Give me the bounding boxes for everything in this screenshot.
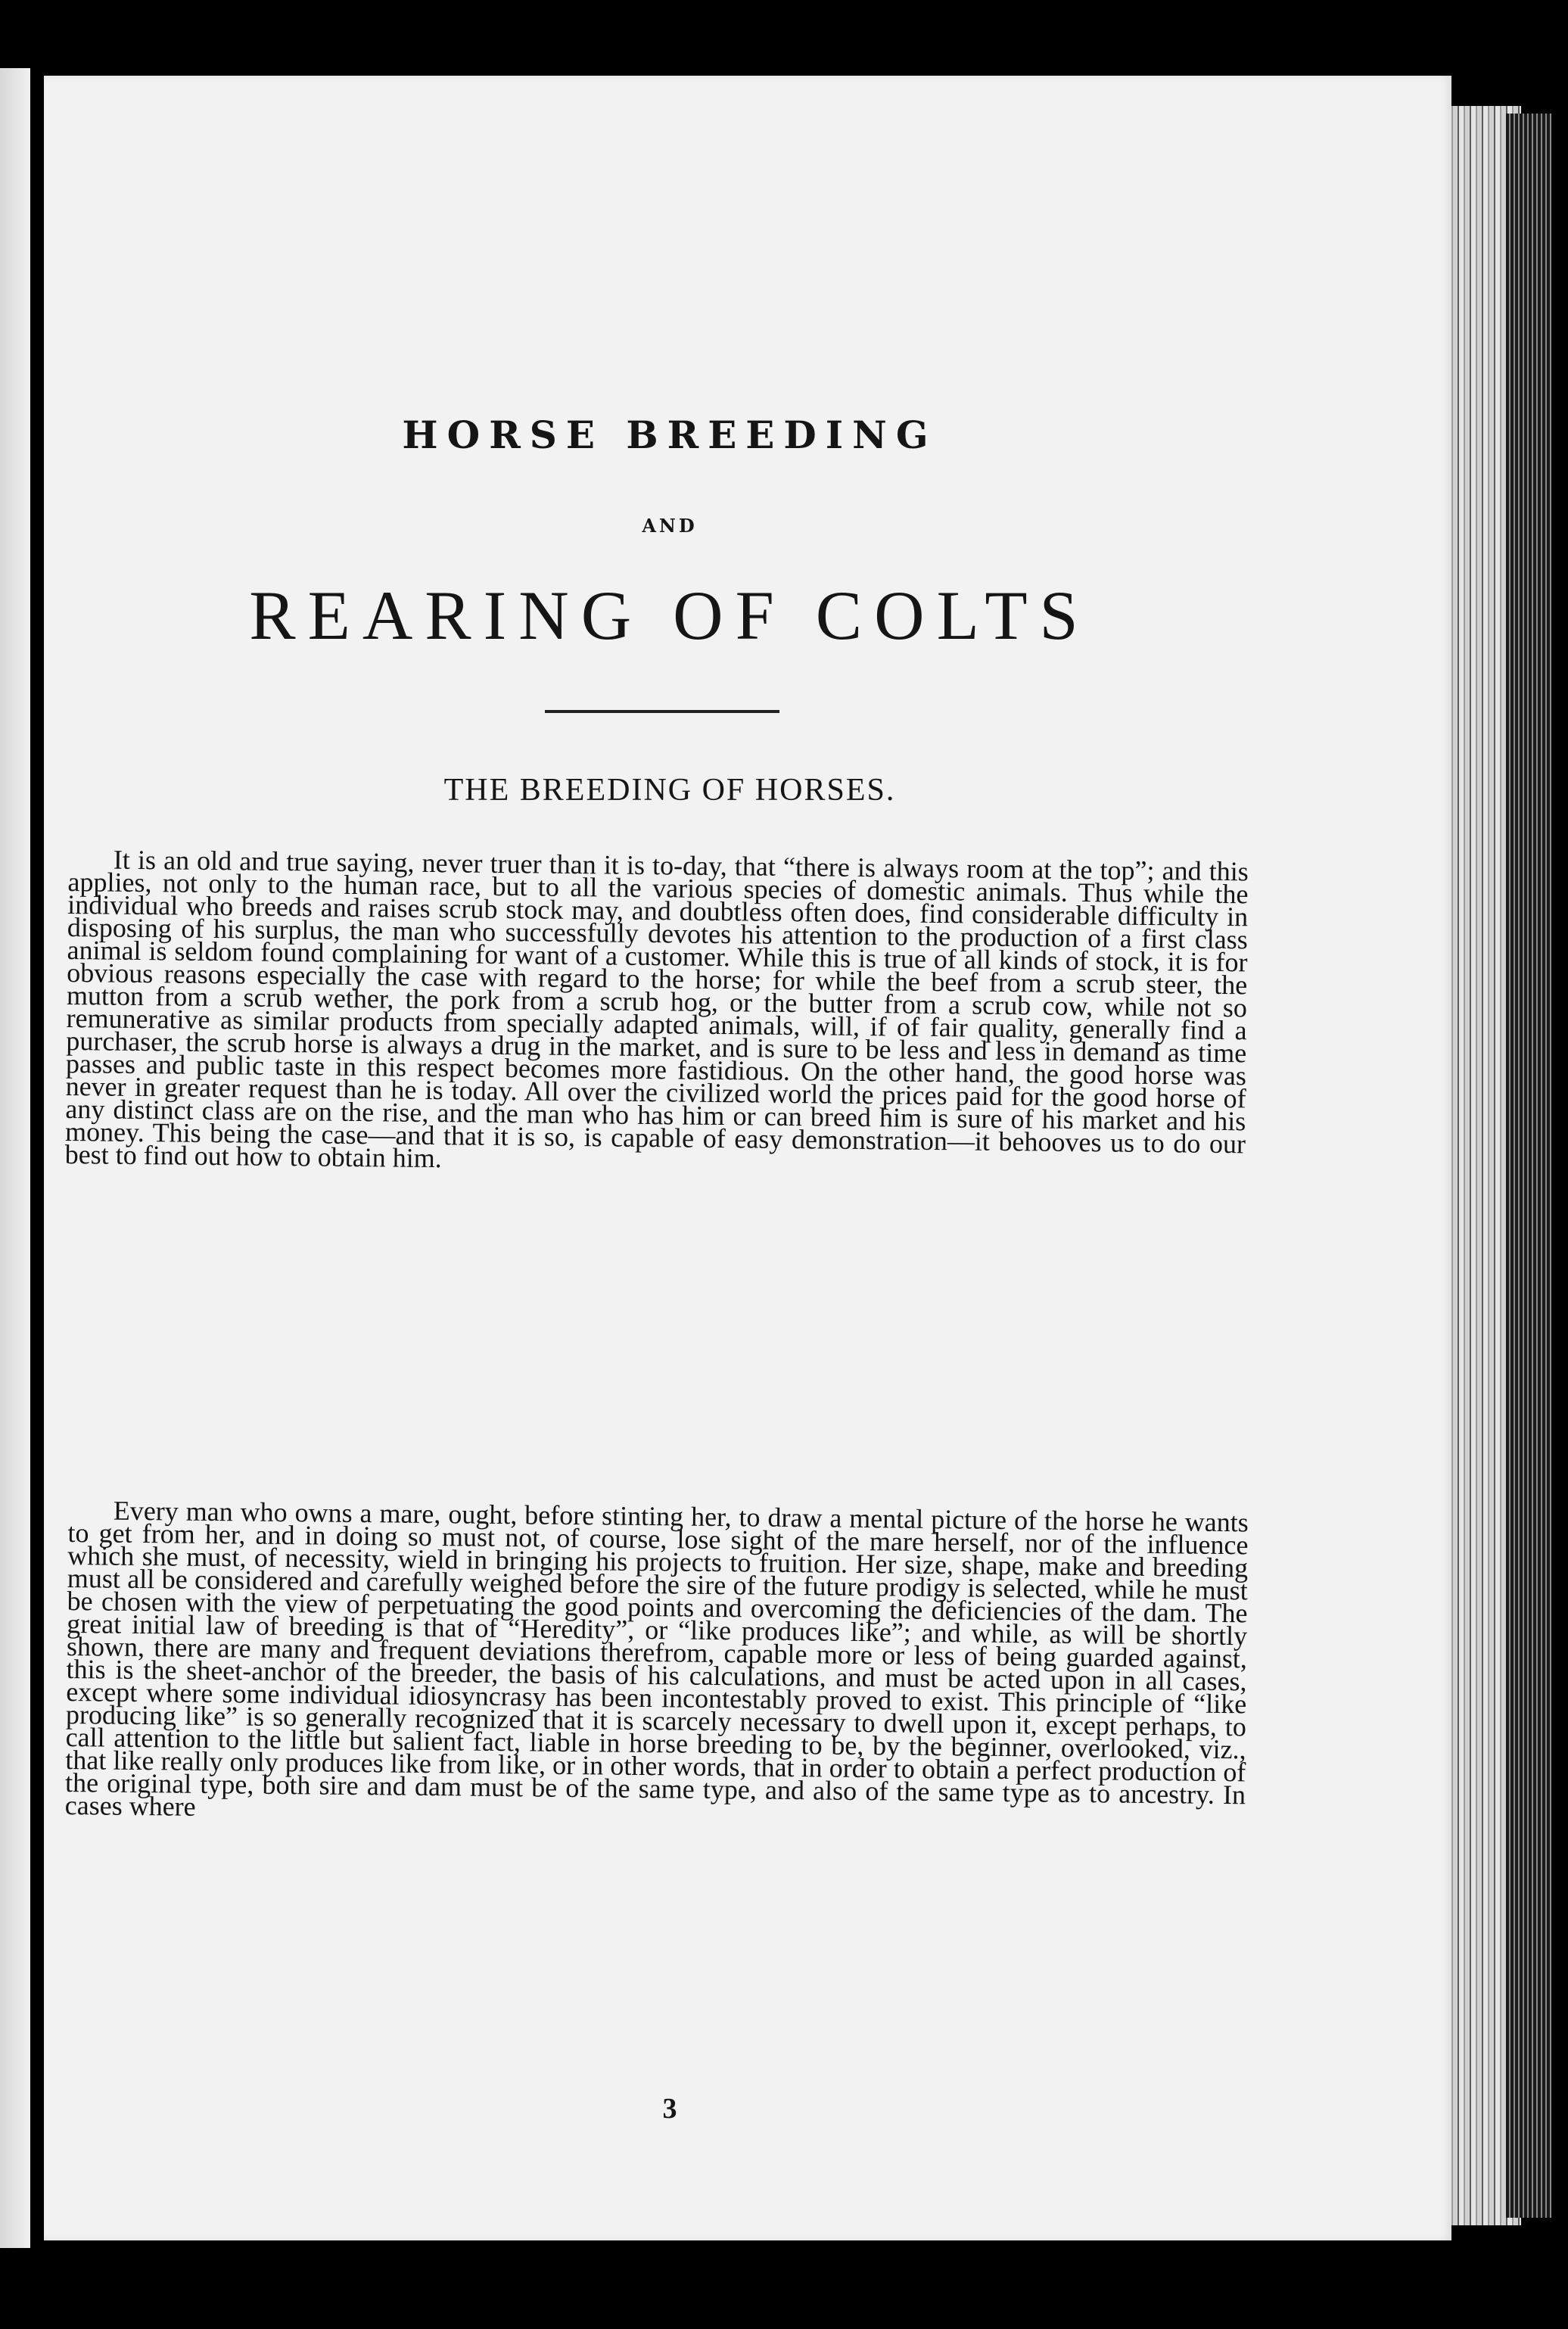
book-title-line-2: REARING OF COLTS [249,577,1090,654]
book-page [44,76,1451,2240]
body-paragraph-1 [64,844,1249,1178]
book-title-line-1: HORSE BREEDING [402,413,938,457]
body-paragraph-2 [64,1495,1249,1829]
section-heading: THE BREEDING OF HORSES. [443,773,896,808]
paragraph-text: It is an old and true saying, never truer than it is to-day, that “there is always room at the top”; and this applies, not only to the human race, but to all the various species of domestic animals. Thus while the individual who breeds and raises scrub stock may, and doubtless often does, find considerable difficulty in disposing of his surplus, the man who successfully devotes his attention to the production of a first class animal is seldom found complaining for want of a customer. While this is true of all kinds of stock, it is for obvious reasons especially the case with regard to the horse; for while the beef from a scrub steer, the mutton from a scrub wether, the pork from a scrub hog, or the butter from a scrub cow, while not so remunerative as similar products from specially adapted animals, will, if of fair quality, generally find a purchaser, the scrub horse is always a drug in the market, and is sure to be less and less in demand as time passes and public taste in this respect becomes more fastidious. On the other hand, the good horse was never in greater request than he is today. All over the civilized world the prices paid for the good horse of any distinct class are on the rise, and the man who has him or can breed him is sure of his market and his money. This being the case—and that it is so, is capable of easy demonstration—it behooves us to do our best to find out how to obtain him. [64,844,1249,1174]
page-number: 3 [662,2093,677,2125]
paragraph-text: Every man who owns a mare, ought, before stinting her, to draw a mental picture of the horse he wants to get from her, and in doing so must not, of course, lose sight of the mare herself, nor of the influence which she must, of necessity, wield in bringing his projects to fruition. Her size, shape, make and breeding must all be considered and carefully weighed before the sire of the future prodigy is selected, while he must be chosen with the view of perpetuating the good points and overcoming the deficiencies of the dam. The great initial law of breeding is that of “Heredity”, or “like produces like”; and while, as will be shortly shown, there are many and frequent deviations therefrom, capable more or less of being guarded against, this is the sheet-anchor of the breeder, the basis of his calculations, and must be acted upon in all cases, except where some individual idiosyncrasy has been incontestably proved to exist. This principle of “like producing like” is so generally recognized that it is scarcely necessary to dwell upon it, except perhaps, to call attention to the little but salient fact, liable in horse breeding to be, by the beginner, overlooked, viz., that like really only produces like from like, or in other words, that in order to obtain a perfect production of the original type, both sire and dam must be of the same type, and also of the same type as to ancestry. In cases where [64,1495,1249,1822]
book-title-conjunction: AND [642,515,698,537]
page-stack-shadow [1506,114,1551,2218]
left-page-edge [0,68,30,2248]
title-divider-rule [545,710,779,713]
